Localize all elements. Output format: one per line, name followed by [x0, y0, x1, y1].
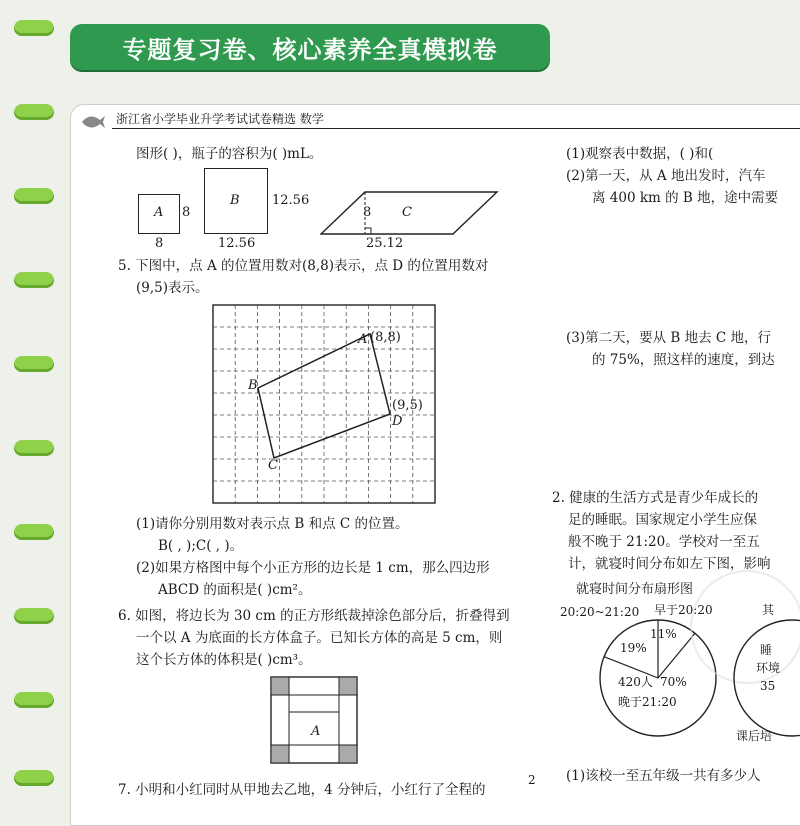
q7-line: 7. 小明和小红同时从甲地去乙地，4 分钟后，小红行了全程的: [118, 782, 486, 798]
page-header: 浙江省小学毕业升学考试试卷精选 数学: [116, 112, 324, 126]
r4-text: (3)第二天，要从 B 地去 C 地，行: [566, 330, 772, 346]
parallelogram-bottom: 25.12: [366, 236, 404, 251]
q5-sub1-answer: B( , );C( , )。: [158, 538, 244, 554]
q6-line2: 一个以 A 为底面的长方体盒子。已知长方体的高是 5 cm，则: [136, 630, 503, 646]
pie-slice-70: 70%: [660, 675, 687, 689]
side-chart-title: 其: [762, 603, 775, 617]
binding-ring: [14, 692, 54, 708]
title-banner: [70, 24, 550, 70]
side-chart-l3: 35: [760, 679, 776, 693]
pie-people: 420人: [618, 675, 653, 689]
q5-line1: 5. 下图中，点 A 的位置用数对(8,8)表示，点 D 的位置用数对: [118, 258, 489, 274]
pie-title: 就寝时间分布扇形图: [576, 582, 694, 597]
box-net-diagram: [270, 676, 360, 766]
binding-ring: [14, 770, 54, 786]
point-d-label: D: [392, 414, 403, 429]
side-chart-l2: 环境: [756, 661, 781, 675]
square-a-bottom: 8: [155, 236, 164, 251]
square-a-side: 8: [182, 205, 191, 220]
fish-logo-icon: [80, 112, 106, 132]
r1-text: (1)观察表中数据，( )和(: [566, 146, 714, 162]
binding-ring: [14, 104, 54, 120]
pie-slice-19: 19%: [620, 641, 647, 655]
q6-line3: 这个长方体的体积是( )cm³。: [136, 652, 312, 668]
point-d-coord: (9,5): [392, 398, 423, 413]
binding-ring: [14, 356, 54, 372]
pie-late-label: 晚于21:20: [618, 695, 677, 709]
square-b-bottom: 12.56: [218, 236, 256, 251]
q2-line2: 足的睡眠。国家规定小学生应保: [568, 512, 757, 528]
q2-line1: 2. 健康的生活方式是青少年成长的: [552, 490, 759, 506]
parallelogram-label: C: [402, 205, 412, 220]
r3-text: 离 400 km 的 B 地，途中需要: [592, 190, 779, 206]
q2-line4: 计，就寝时间分布如左下图，影响: [568, 556, 771, 572]
parallelogram-height: 8: [363, 205, 372, 220]
spiral-binding: [0, 0, 70, 800]
side-chart-l1: 睡: [760, 643, 773, 657]
square-b-side: 12.56: [272, 193, 310, 208]
binding-ring: [14, 20, 54, 36]
q2-line3: 般不晚于 21:20。学校对一至五: [568, 534, 760, 550]
header-rule: [112, 128, 800, 129]
point-a-coord: (8,8): [370, 330, 401, 345]
binding-ring: [14, 608, 54, 624]
q4-continuation: 图形( )，瓶子的容积为( )mL。: [136, 146, 323, 162]
binding-ring: [14, 524, 54, 540]
pie-label-left: 20:20~21:20: [560, 605, 640, 619]
square-b-label: B: [230, 193, 240, 208]
r5-text: 的 75%，照这样的速度，到达: [592, 352, 775, 368]
square-a-label: A: [154, 205, 164, 220]
binding-ring: [14, 188, 54, 204]
q7-fraction-numerator: 2: [528, 773, 536, 787]
banner-title: 专题复习卷、核心素养全真模拟卷: [122, 35, 498, 64]
binding-ring: [14, 272, 54, 288]
q5-sub2-line2: ABCD 的面积是( )cm²。: [158, 582, 312, 598]
q2-sub1: (1)该校一至五年级一共有多少人: [566, 768, 761, 784]
box-net-label: A: [311, 724, 321, 739]
pie-label-right: 早于20:20: [654, 603, 713, 617]
q6-line1: 6. 如图，将边长为 30 cm 的正方形纸裁掉涂色部分后，折叠得到: [118, 608, 510, 624]
q5-sub1: (1)请你分别用数对表示点 B 和点 C 的位置。: [136, 516, 409, 532]
binding-ring: [14, 440, 54, 456]
r2-text: (2)第一天，从 A 地出发时，汽车: [566, 168, 766, 184]
q5-line2: (9,5)表示。: [136, 280, 209, 296]
q5-sub2-line1: (2)如果方格图中每个小正方形的边长是 1 cm，那么四边形: [136, 560, 490, 576]
point-b-label: B: [248, 378, 258, 393]
pie-slice-11: 11%: [650, 627, 677, 641]
point-c-label: C: [268, 458, 278, 473]
side-chart-footer: 课后培: [736, 729, 773, 743]
point-a-label: A: [358, 332, 368, 347]
